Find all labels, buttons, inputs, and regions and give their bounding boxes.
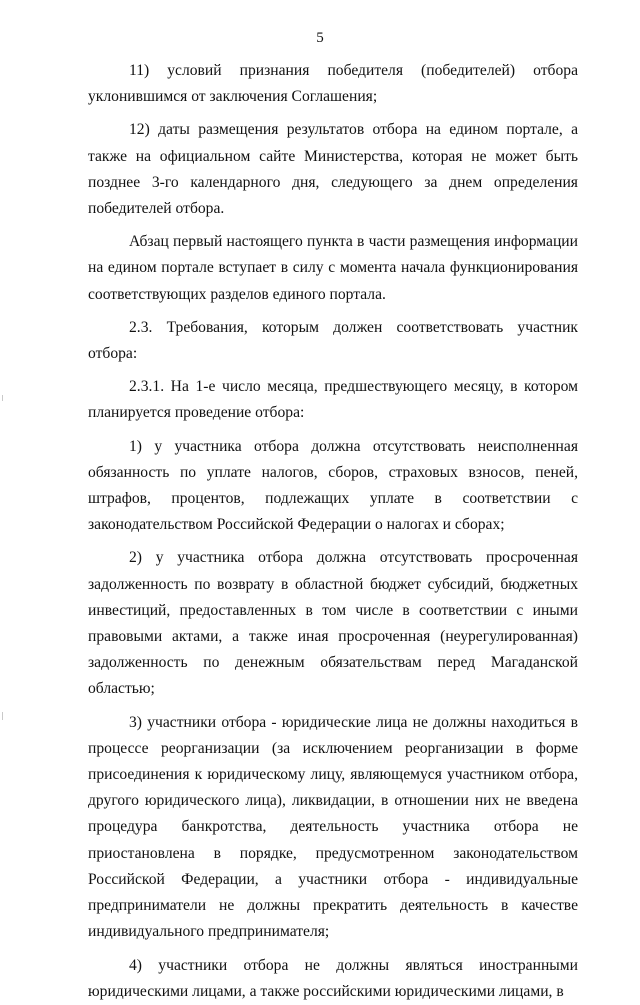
- paragraph-requirement-1: 1) у участника отбора должна отсутствовать неисполненная обязанность по уплате налогов, сборов, страховых взносов, пеней, штрафов, процентов, подлежащих уплате в соответствии с законодательством Российской Федерации о налогах и сборах;: [88, 437, 578, 534]
- paragraph-item-11: 11) условий признания победителя (победителей) отбора уклонившимся от заключения Соглашения;: [88, 62, 578, 106]
- scan-edge-mark: [2, 712, 3, 720]
- paragraph-section-2-3: 2.3. Требования, которым должен соответствовать участник отбора:: [88, 318, 578, 363]
- paragraph-item-12: 12) даты размещения результатов отбора на едином портале, а также на официальном сайте Министерства, которая не может быть позднее 3-го календарного дня, следующего за днем определения победителей отбора.: [88, 121, 578, 218]
- scan-edge-mark: [2, 395, 3, 401]
- paragraph-requirement-2: 2) у участника отбора должна отсутствовать просроченная задолженность по возврату в областной бюджет субсидий, бюджетных инвестиций, предоставленных в том числе в соответствии с иными правовыми актами, а также иная просроченная (неурегулированная) задолженность по денежным обязательствам перед Магаданской областью;: [88, 549, 578, 698]
- paragraph-section-2-3-1: 2.3.1. На 1-е число месяца, предшествующего месяцу, в котором планируется проведение отбора:: [88, 378, 578, 422]
- document-body: [88, 58, 578, 1005]
- paragraph-portal-note: Абзац первый настоящего пункта в части размещения информации на едином портале вступает в силу с момента начала функционирования соответствующих разделов единого портала.: [88, 233, 578, 303]
- page-number: 5: [316, 30, 324, 46]
- paragraph-requirement-4: 4) участники отбора не должны являться иностранными юридическими лицами, а также российскими юридическими лицами, в: [88, 956, 578, 1000]
- paragraph-requirement-3: 3) участники отбора - юридические лица не должны находиться в процессе реорганизации (за исключением реорганизации в форме присоединения к юридическому лицу, являющемуся участником отбора, другого юридического лица), ликвидации, в отношении них не введена процедура банкротства, деятельность участника отбора не приостановлена в порядке, предусмотренном законодательством Российской Федерации, а участники отбора - индивидуальные предприниматели не должны прекратить деятельность в качестве индивидуального предпринимателя;: [88, 713, 578, 941]
